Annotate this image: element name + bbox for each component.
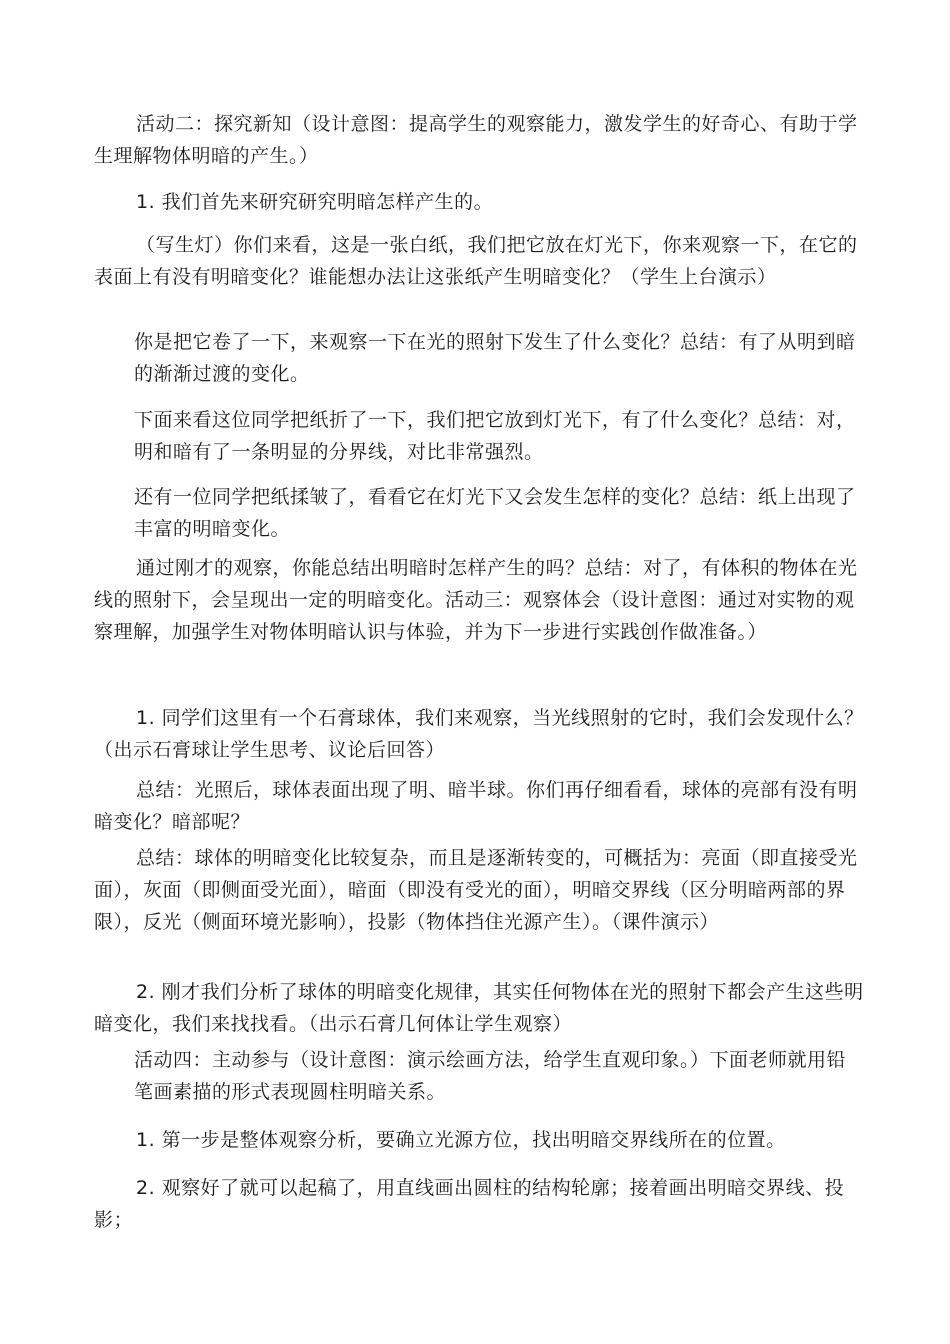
paragraph-draw-step-1: 1. 第一步是整体观察分析，要确立光源方位，找出明暗交界线所在的位置。	[136, 1129, 786, 1151]
paragraph-plaster-sphere: 1. 同学们这里有一个石膏球体，我们来观察，当光线照射的它时，我们会发现什么？（出示石膏球让学生思考、议论后回答）	[94, 707, 864, 761]
paragraph-step-1-intro: 1. 我们首先来研究研究明暗怎样产生的。	[136, 191, 494, 213]
paragraph-sphere-details: 总结：球体的明暗变化比较复杂，而且是逐渐转变的，可概括为：亮面（即直接受光面），灰面（即侧面受光面），暗面（即没有受光的面），明暗交界线（区分明暗两部的界限），反光（侧面环境光影响），投影（物体挡住光源产生）。（课件演示）	[94, 847, 858, 933]
paragraph-activity-two: 活动二：探究新知（设计意图：提高学生的观察能力，激发学生的好奇心、有助于学生理解物体明暗的产生。）	[94, 113, 858, 167]
paragraph-crumpled-paper: 还有一位同学把纸揉皱了，看看它在灯光下又会发生怎样的变化？总结：纸上出现了丰富的明暗变化。	[134, 486, 856, 540]
paragraph-step-2-objects: 2. 刚才我们分析了球体的明暗变化规律，其实任何物体在光的照射下都会产生这些明暗变化，我们来找找看。（出示石膏几何体让学生观察）	[94, 981, 864, 1035]
paragraph-sphere-summary: 总结：光照后，球体表面出现了明、暗半球。你们再仔细看看，球体的亮部有没有明暗变化？暗部呢？	[94, 779, 858, 833]
paragraph-draw-step-2: 2. 观察好了就可以起稿了，用直线画出圆柱的结构轮廓；接着画出明暗交界线、投影；	[94, 1177, 845, 1231]
paragraph-summary-activity-three: 通过刚才的观察，你能总结出明暗时怎样产生的吗？总结：对了，有体积的物体在光线的照射下，会呈现出一定的明暗变化。活动三：观察体会（设计意图：通过对实物的观察理解，加强学生对物体明暗认识与体验，并为下一步进行实践创作做准备。）	[94, 557, 858, 643]
paragraph-activity-four: 活动四：主动参与（设计意图：演示绘画方法，给学生直观印象。）下面老师就用铅笔画素描的形式表现圆柱明暗关系。	[134, 1049, 847, 1103]
paragraph-rolled-paper: 你是把它卷了一下，来观察一下在光的照射下发生了什么变化？总结：有了从明到暗的渐渐过渡的变化。	[134, 331, 856, 385]
paragraph-folded-paper: 下面来看这位同学把纸折了一下，我们把它放到灯光下，有了什么变化？总结：对，明和暗有了一条明显的分界线，对比非常强烈。	[134, 409, 856, 463]
paragraph-white-paper: （写生灯）你们来看，这是一张白纸，我们把它放在灯光下，你来观察一下，在它的表面上有没有明暗变化？谁能想办法让这张纸产生明暗变化？（学生上台演示）	[94, 234, 858, 288]
